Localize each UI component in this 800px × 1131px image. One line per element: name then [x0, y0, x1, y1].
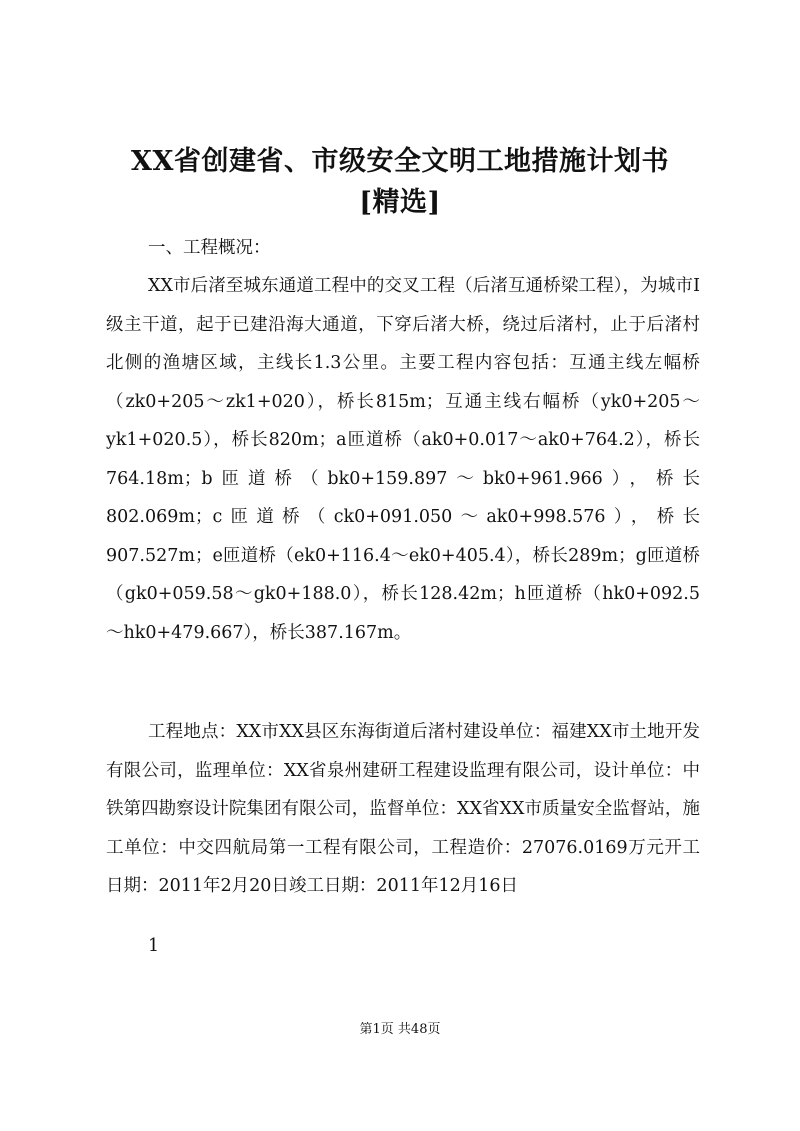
section-heading: 一、工程概况：: [148, 238, 271, 258]
document-title: XX省创建省、市级安全文明工地措施计划书: [131, 146, 669, 177]
page-footer: 第1页 共48页: [359, 1022, 441, 1037]
inline-page-number: 1: [148, 936, 160, 956]
document-title-suffix: [精选]: [359, 187, 441, 218]
project-overview-paragraph: XX市后渚至城东通道工程中的交叉工程（后渚互通桥梁工程），为城市Ⅰ级主干道，起于已建沿海大通道，下穿后渚大桥，绕过后渚村，止于后渚村北侧的渔塘区域，主线长1.3公里。主要工程内容包括：互通主线左幅桥（zk0+205～zk1+020），桥长815m；互通主线右幅桥（yk0+205～yk1+020.5），桥长820m；a匝道桥（ak0+0.017～ak0+764.2），桥长764.18m；b匝道桥（bk0+159.897～bk0+961.966），桥长802.069m；c匝道桥（ck0+091.050～ak0+998.576），桥长907.527m；e匝道桥（ek0+116.4～ek0+405.4），桥长289m；g匝道桥（gk0+059.58～gk0+188.0），桥长128.42m；h匝道桥（hk0+092.5～hk0+479.667），桥长387.167m。: [106, 276, 700, 643]
project-location-paragraph: 工程地点：XX市XX县区东海街道后渚村建设单位：福建XX市土地开发有限公司，监理单位：XX省泉州建研工程建设监理有限公司，设计单位：中铁第四勘察设计院集团有限公司，监督单位：XX省XX市质量安全监督站，施工单位：中交四航局第一工程有限公司，工程造价：27076.0169万元开工日期：2011年2月20日竣工日期：2011年12月16日: [106, 722, 700, 896]
